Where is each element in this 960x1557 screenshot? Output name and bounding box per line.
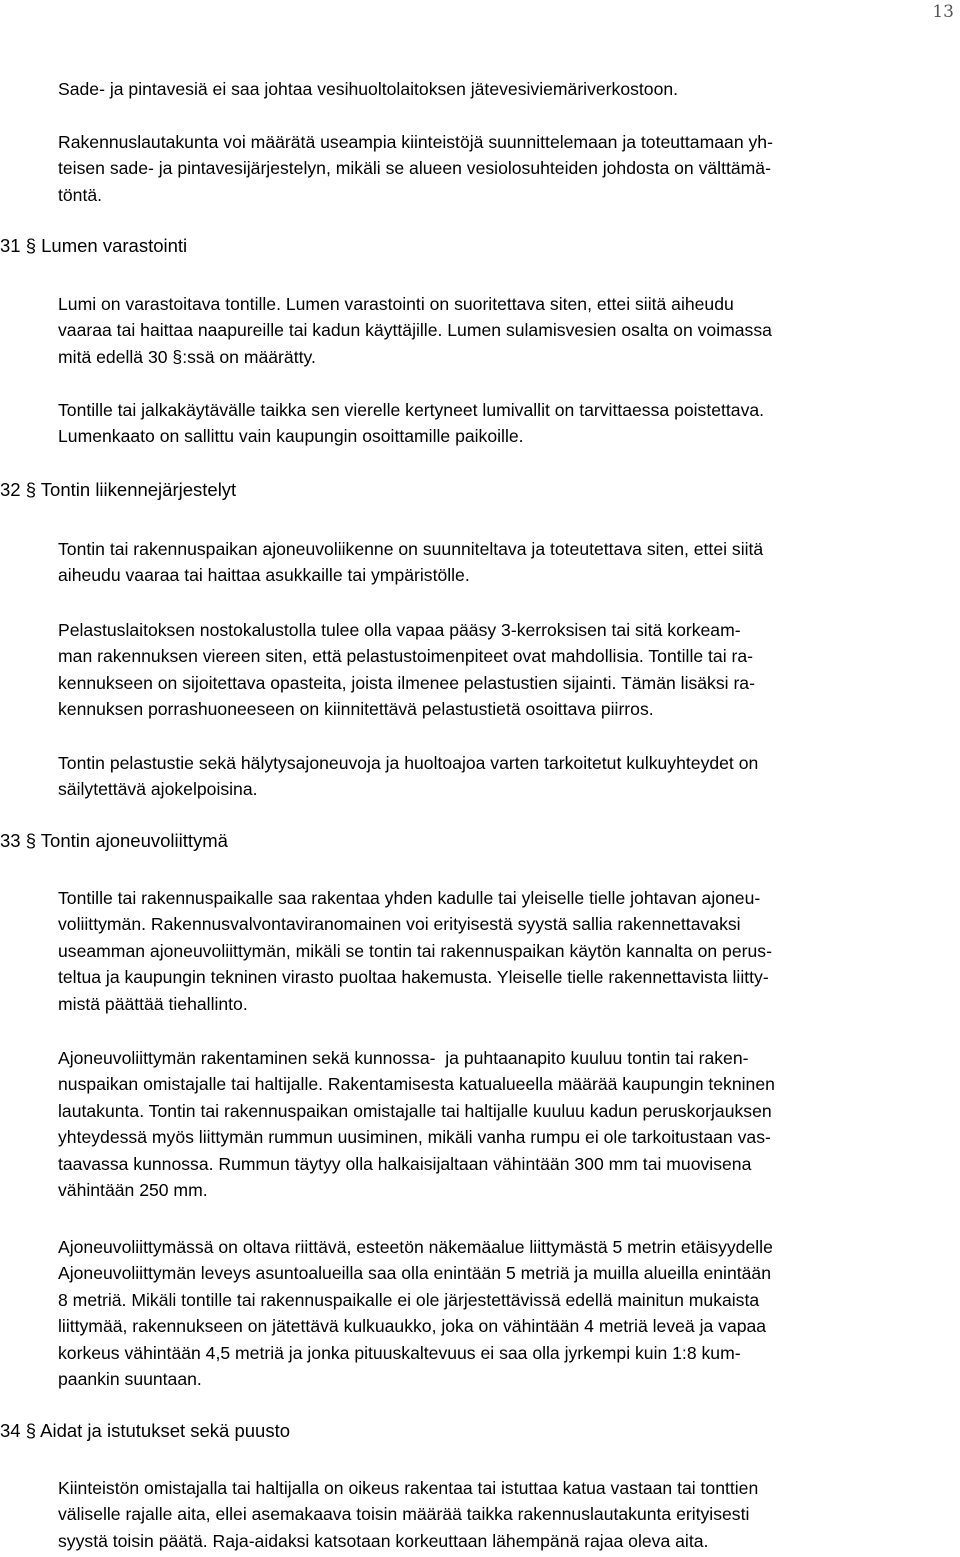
- text-line: man rakennuksen viereen siten, että pelastustoimenpiteet ovat mahdollisia. Tontille tai ra-: [58, 646, 754, 667]
- section-heading-34: 34 § Aidat ja istutukset sekä puusto: [0, 1420, 291, 1441]
- text-line: kennukseen on sijoitettava opasteita, joista ilmenee pelastustien sijainti. Tämän lisäksi ra-: [58, 672, 755, 693]
- text-line: töntä.: [58, 184, 103, 205]
- paragraph: [58, 750, 953, 803]
- text-line: mistä päättää tiehallinto.: [58, 993, 248, 1014]
- paragraph: [58, 76, 953, 102]
- text-line: säilytettävä ajokelpoisina.: [58, 779, 258, 800]
- paragraph: [58, 1475, 953, 1554]
- text-line: Tontin tai rakennuspaikan ajoneuvoliikenne on suunniteltava ja toteutettava siten, ettei siitä: [58, 539, 764, 559]
- text-line: Kiinteistön omistajalla tai haltijalla on oikeus rakentaa tai istuttaa katua vastaan tai tonttien: [58, 1478, 759, 1498]
- text-line: teltua ja kaupungin tekninen virasto puoltaa hakemusta. Yleiselle tielle rakennettavista liitty-: [58, 967, 769, 988]
- paragraph: [58, 397, 953, 450]
- paragraph: [58, 536, 953, 589]
- text-line: kennuksen porrashuoneeseen on kiinnitettävä pelastustietä osoittava piirros.: [58, 699, 654, 720]
- text-line: vähintään 250 mm.: [58, 1180, 208, 1201]
- text-line: väliselle rajalle aita, ellei asemakaava toisin määrää taikka rakennuslautakunta erityisesti: [58, 1504, 750, 1525]
- text-line: syystä toisin päätä. Raja-aidaksi katsotaan korkeuttaan lähempänä rajaa oleva aita.: [58, 1530, 709, 1551]
- page-number: 13: [932, 2, 954, 22]
- text-line: Ajoneuvoliittymän rakentaminen sekä kunnossa- ja puhtaanapito kuuluu tontin tai raken-: [58, 1048, 749, 1068]
- text-line: useamman ajoneuvoliittymän, mikäli se tontin tai rakennuspaikan käytön kannalta on perus-: [58, 940, 772, 961]
- text-line: teisen sade- ja pintavesijärjestelyn, mikäli se alueen vesiolosuhteiden johdosta on välttämä-: [58, 158, 771, 179]
- text-line: mitä edellä 30 §:ssä on määrätty.: [58, 346, 316, 367]
- paragraph: [58, 885, 953, 1017]
- text-line: Ajoneuvoliittymässä on oltava riittävä, esteetön näkemäalue liittymästä 5 metrin etäisyydelle: [58, 1237, 773, 1257]
- text-line: liittymää, rakennukseen on jätettävä kulkuaukko, joka on vähintään 4 metriä leveä ja vapaa: [58, 1316, 767, 1337]
- text-line: taavassa kunnossa. Rummun täytyy olla halkaisijaltaan vähintään 300 mm tai muovisena: [58, 1153, 752, 1174]
- text-line: vaaraa tai haittaa naapureille tai kadun käyttäjille. Lumen sulamisvesien osalta on voimassa: [58, 320, 772, 341]
- section-heading-31: 31 § Lumen varastointi: [0, 235, 188, 256]
- text-line: aiheudu vaaraa tai haittaa asukkaille tai ympäristölle.: [58, 565, 470, 586]
- text-line: Pelastuslaitoksen nostokalustolla tulee olla vapaa pääsy 3-kerroksisen tai sitä korkeam-: [58, 620, 741, 640]
- text-line: voliittymän. Rakennusvalvontaviranomainen voi erityisestä syystä sallia rakennettavaksi: [58, 914, 741, 935]
- text-line: Sade- ja pintavesiä ei saa johtaa vesihuoltolaitoksen jätevesiviemäriverkostoon.: [58, 79, 679, 99]
- paragraph: [58, 617, 953, 723]
- text-line: Rakennuslautakunta voi määrätä useampia kiinteistöjä suunnittelemaan ja toteuttamaan yh-: [58, 132, 773, 152]
- text-line: Lumi on varastoitava tontille. Lumen varastointi on suoritettava siten, ettei siitä aiheudu: [58, 294, 734, 314]
- text-line: yhteydessä myös liittymän rummun uusiminen, mikäli vanha rumpu ei ole tarkoitustaan vas-: [58, 1127, 771, 1148]
- text-line: korkeus vähintään 4,5 metriä ja jonka pituuskaltevuus ei saa olla jyrkempi kuin 1:8 kum-: [58, 1342, 741, 1363]
- text-line: lautakunta. Tontin tai rakennuspaikan omistajalle tai haltijalle kuuluu kadun peruskorjauksen: [58, 1100, 772, 1121]
- text-line: Ajoneuvoliittymän leveys asuntoalueilla saa olla enintään 5 metriä ja muilla alueilla enintään: [58, 1263, 771, 1284]
- section-heading-33: 33 § Tontin ajoneuvoliittymä: [0, 830, 228, 851]
- text-line: paankin suuntaan.: [58, 1369, 202, 1390]
- section-heading-32: 32 § Tontin liikennejärjestelyt: [0, 479, 237, 500]
- text-line: 8 metriä. Mikäli tontille tai rakennuspaikalle ei ole järjestettävissä edellä mainitun mukaista: [58, 1289, 760, 1310]
- paragraph: [58, 1234, 953, 1392]
- text-line: Lumenkaato on sallittu vain kaupungin osoittamille paikoille.: [58, 426, 524, 447]
- text-line: Tontille tai jalkakäytävälle taikka sen vierelle kertyneet lumivallit on tarvittaessa poistettava.: [58, 400, 765, 420]
- paragraph: [58, 291, 953, 370]
- paragraph: [58, 1045, 953, 1203]
- text-line: Tontille tai rakennuspaikalle saa rakentaa yhden kadulle tai yleiselle tielle johtavan ajoneu-: [58, 888, 761, 908]
- paragraph: [58, 129, 953, 208]
- text-line: Tontin pelastustie sekä hälytysajoneuvoja ja huoltoajoa varten tarkoitetut kulkuyhteydet on: [58, 753, 759, 773]
- text-line: nuspaikan omistajalle tai haltijalle. Rakentamisesta katualueella määrää kaupungin tekninen: [58, 1074, 775, 1095]
